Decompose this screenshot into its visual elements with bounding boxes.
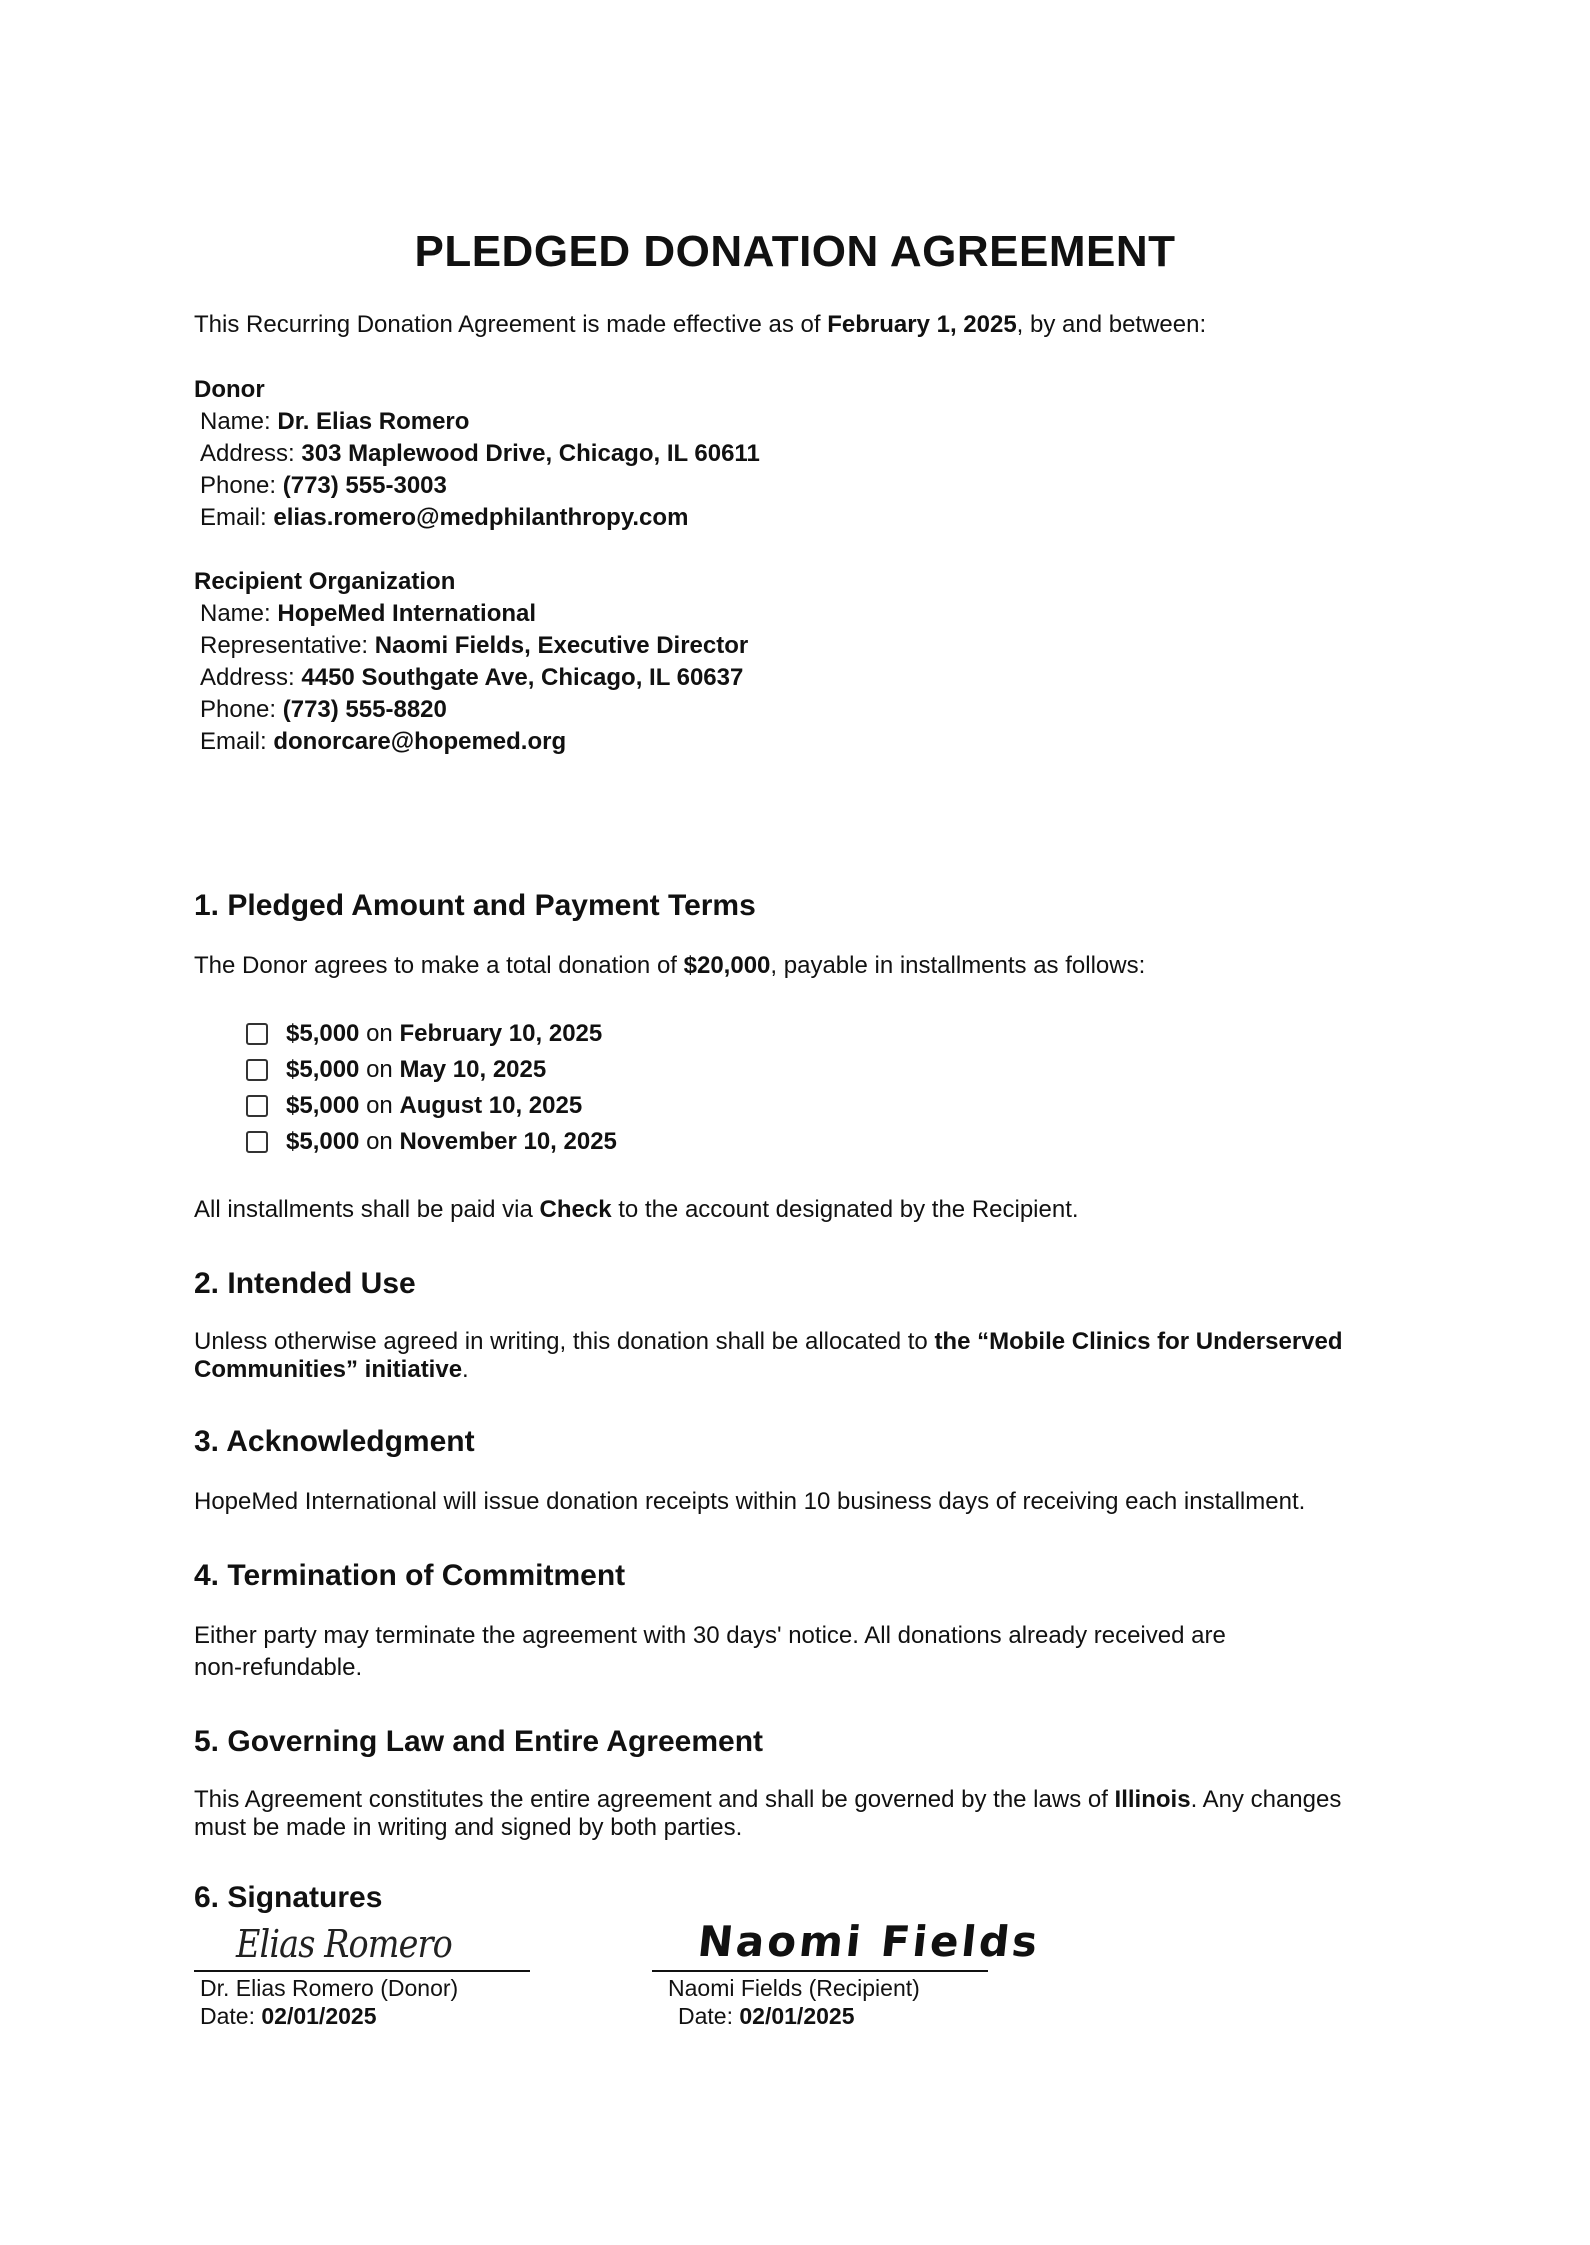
- recipient-email-line: [194, 726, 1360, 758]
- installment-amount: $5,000: [286, 1092, 360, 1119]
- installment-date: November 10, 2025: [399, 1128, 617, 1155]
- governing-state: Illinois: [1114, 1786, 1191, 1813]
- recipient-date-label: Date:: [678, 2003, 740, 2029]
- recipient-signature-block: [652, 1917, 1043, 2030]
- section-4-heading: 4. Termination of Commitment: [194, 1559, 626, 1592]
- payment-method-prefix: All installments shall be paid via: [194, 1196, 540, 1223]
- donor-signature-date: 02/01/2025: [261, 2003, 377, 2029]
- recipient-rep-line: [194, 630, 1360, 662]
- installment-date: May 10, 2025: [399, 1056, 547, 1083]
- donor-signature: Elias Romero: [236, 1922, 452, 1966]
- effective-date: February 1, 2025: [827, 311, 1017, 338]
- donor-phone-line: [194, 470, 1360, 502]
- payment-method: Check: [539, 1196, 612, 1223]
- section-2-text: [194, 1328, 1360, 1384]
- donor-date-label: Date:: [200, 2003, 262, 2029]
- recipient-email-label: Email:: [200, 728, 274, 755]
- section-5-prefix: This Agreement constitutes the entire agreement and shall be governed by the laws of: [194, 1786, 1115, 1813]
- installment-item: [246, 1016, 1360, 1052]
- recipient-signature: Naomi Fields: [695, 1917, 1043, 1966]
- recipient-phone-label: Phone:: [200, 696, 283, 723]
- installment-on: on: [359, 1128, 400, 1155]
- donor-name-line: [194, 406, 1360, 438]
- installment-on: on: [359, 1020, 400, 1047]
- installment-amount: $5,000: [286, 1128, 360, 1155]
- donor-phone-label: Phone:: [200, 472, 283, 499]
- donor-address-label: Address:: [200, 440, 302, 467]
- recipient-heading: Recipient Organization: [194, 568, 456, 595]
- recipient-rep-label: Representative:: [200, 632, 375, 659]
- donor-address: 303 Maplewood Drive, Chicago, IL 60611: [301, 440, 760, 467]
- donor-signature-line[interactable]: [194, 1924, 530, 1972]
- recipient-signature-line[interactable]: [652, 1917, 1043, 1972]
- payment-method-text: [194, 1194, 1360, 1226]
- intro-paragraph: [194, 309, 1360, 341]
- installment-checkbox[interactable]: [246, 1059, 268, 1081]
- recipient-signature-date: 02/01/2025: [739, 2003, 855, 2029]
- installment-amount: $5,000: [286, 1020, 360, 1047]
- donor-phone: (773) 555-3003: [282, 472, 447, 499]
- donor-email-line: [194, 502, 1360, 534]
- section-1-text: [194, 950, 1360, 982]
- section-1-suffix: , payable in installments as follows:: [770, 952, 1146, 979]
- recipient-name: HopeMed International: [277, 600, 537, 627]
- donor-address-line: [194, 438, 1360, 470]
- section-5-suffix: . Any changes must be made in writing and signed by both parties.: [194, 1786, 1342, 1841]
- section-4-text: Either party may terminate the agreement with 30 days' notice. All donations already received are non-refundable.: [194, 1622, 1226, 1681]
- installment-checkbox[interactable]: [246, 1131, 268, 1153]
- recipient-signature-date-line: [652, 2002, 988, 2030]
- installment-text: [286, 1088, 582, 1124]
- recipient-address-line: [194, 662, 1360, 694]
- installment-date: February 10, 2025: [399, 1020, 603, 1047]
- donor-signature-block: [194, 1924, 530, 2030]
- section-2-prefix: Unless otherwise agreed in writing, this donation shall be allocated to: [194, 1328, 935, 1355]
- installment-on: on: [359, 1056, 400, 1083]
- document-title: PLEDGED DONATION AGREEMENT: [414, 227, 1176, 276]
- installment-checkbox[interactable]: [246, 1023, 268, 1045]
- recipient-phone: (773) 555-8820: [282, 696, 447, 723]
- recipient-name-line: [194, 598, 1360, 630]
- installment-item: [246, 1052, 1360, 1088]
- recipient-email: donorcare@hopemed.org: [273, 728, 567, 755]
- installment-checkbox[interactable]: [246, 1095, 268, 1117]
- intro-prefix: This Recurring Donation Agreement is made effective as of: [194, 311, 828, 338]
- section-6-heading: 6. Signatures: [194, 1881, 383, 1914]
- section-2-suffix: .: [462, 1356, 469, 1383]
- installment-date: August 10, 2025: [399, 1092, 583, 1119]
- recipient-name-label: Name:: [200, 600, 278, 627]
- installment-text: [286, 1052, 546, 1088]
- donor-name-label: Name:: [200, 408, 278, 435]
- donor-email: elias.romero@medphilanthropy.com: [273, 504, 689, 531]
- donor-email-label: Email:: [200, 504, 274, 531]
- installment-item: [246, 1124, 1360, 1160]
- intended-initiative: the “Mobile Clinics for Underserved Communities” initiative: [194, 1328, 1343, 1383]
- installment-on: on: [359, 1092, 400, 1119]
- recipient-block: [194, 566, 1360, 758]
- recipient-rep: Naomi Fields, Executive Director: [374, 632, 749, 659]
- recipient-address: 4450 Southgate Ave, Chicago, IL 60637: [301, 664, 744, 691]
- donor-signature-date-line: [194, 2002, 530, 2030]
- payment-method-suffix: to the account designated by the Recipient.: [611, 1196, 1079, 1223]
- installment-text: [286, 1124, 617, 1160]
- recipient-signature-caption: Naomi Fields (Recipient): [668, 1975, 920, 2001]
- installment-text: [286, 1016, 602, 1052]
- donor-block: [194, 374, 1360, 534]
- section-3-text: HopeMed International will issue donation receipts within 10 business days of receiving each installment.: [194, 1488, 1306, 1515]
- recipient-address-label: Address:: [200, 664, 302, 691]
- installment-amount: $5,000: [286, 1056, 360, 1083]
- signature-row: [194, 1917, 1360, 2030]
- section-2-heading: 2. Intended Use: [194, 1267, 416, 1300]
- recipient-phone-line: [194, 694, 1360, 726]
- donor-name: Dr. Elias Romero: [277, 408, 470, 435]
- donor-signature-caption: Dr. Elias Romero (Donor): [200, 1975, 459, 2001]
- section-3-heading: 3. Acknowledgment: [194, 1425, 475, 1458]
- installment-item: [246, 1088, 1360, 1124]
- total-amount: $20,000: [683, 952, 771, 979]
- section-5-heading: 5. Governing Law and Entire Agreement: [194, 1725, 764, 1758]
- section-1-heading: 1. Pledged Amount and Payment Terms: [194, 889, 756, 922]
- installment-list: [246, 1016, 1360, 1160]
- section-5-text: [194, 1786, 1360, 1842]
- donor-heading: Donor: [194, 376, 265, 403]
- intro-suffix: , by and between:: [1016, 311, 1207, 338]
- section-1-prefix: The Donor agrees to make a total donation of: [194, 952, 684, 979]
